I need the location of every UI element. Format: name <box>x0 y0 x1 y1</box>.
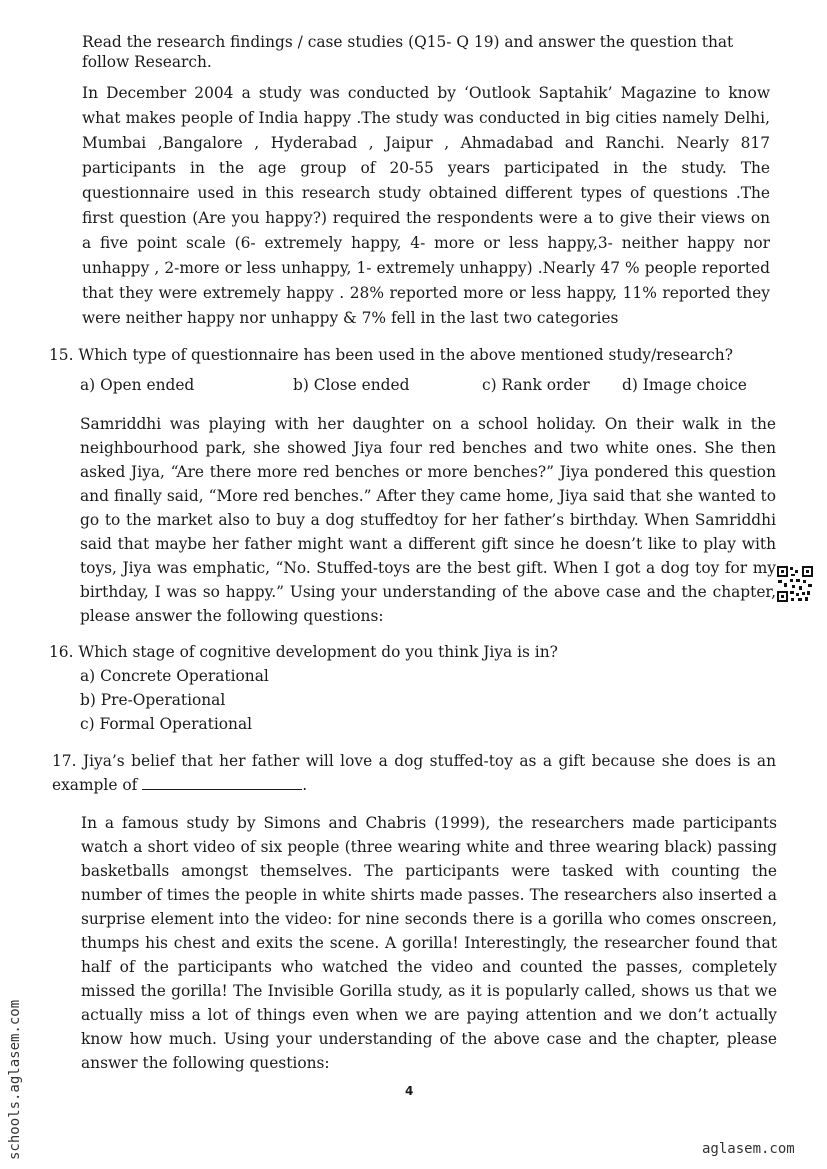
option-c: c) Rank order <box>482 376 590 394</box>
question-17 <box>52 749 776 797</box>
question-15-options <box>80 373 780 397</box>
option-b: b) Pre-Operational <box>80 691 226 709</box>
watermark-side: schools.aglasem.com <box>7 999 23 1160</box>
question-15 <box>49 343 749 367</box>
option-a: a) Open ended <box>80 376 195 394</box>
option-b: b) Close ended <box>293 376 410 394</box>
case-study-jiya: Samriddhi was playing with her daughter on a school holiday. On their walk in the neighbourhood park, she showed Jiya four red benches and two white ones. She then asked Jiya, “Are there more red benches or more benches?” Jiya pondered this question and finally said, “More red benches.” After they came home, Jiya said that she wanted to go to the market also to buy a dog stuffedtoy for her father’s birthday. When Samriddhi said that maybe her father might want a different gift since he doesn’t like to play with toys, Jiya was emphatic, “No. Stuffed-toys are the best gift. When I got a dog toy for my birthday, I was so happy.” Using your understanding of the above case and the chapter, please answer the following questions: <box>80 415 776 625</box>
answer-blank <box>142 775 302 790</box>
option-c: c) Formal Operational <box>80 715 253 733</box>
section-intro: Read the research findings / case studies (Q15- Q 19) and answer the question that follow Research. <box>82 33 734 71</box>
question-15-text: Which type of questionnaire has been used in the above mentioned study/research? <box>78 346 733 364</box>
option-a: a) Concrete Operational <box>80 667 269 685</box>
case-study-gorilla: In a famous study by Simons and Chabris (1999), the researchers made participants watch a short video of six people (three wearing white and three wearing black) passing basketballs amongst themselves. The participants were tasked with counting the number of times the people in white shirts made passes. The researchers also inserted a surprise element into the video: for nine seconds there is a gorilla who comes onscreen, thumps his chest and exits the scene. A gorilla! Interestingly, the researcher found that half of the participants who watched the video and counted the passes, completely missed the gorilla! The Invisible Gorilla study, as it is popularly called, shows us that we actually miss a lot of things even when we are paying attention and we don’t actually know how much. Using your understanding of the above case and the chapter, please answer the following questions: <box>81 814 777 1072</box>
question-17-end: . <box>302 776 308 794</box>
watermark-bottom: aglasem.com <box>702 1141 795 1157</box>
question-17-number: 17. <box>52 752 77 770</box>
qr-code-icon <box>776 565 814 603</box>
option-d: d) Image choice <box>622 376 747 394</box>
question-16-options <box>80 664 269 736</box>
page-number: 4 <box>405 1084 414 1098</box>
question-16-text: Which stage of cognitive development do you think Jiya is in? <box>78 643 558 661</box>
question-16 <box>49 640 749 664</box>
case-study-outlook: In December 2004 a study was conducted by ‘Outlook Saptahik’ Magazine to know what makes people of India happy .The study was conducted in big cities namely Delhi, Mumbai ,Bangalore , Hyderabad , Jaipur , Ahmadabad and Ranchi. Nearly 817 participants in the age group of 20-55 years participated in the study. The questionnaire used in this research study obtained different types of questions .The first question (Are you happy?) required the respondents were a to give their views on a five point scale (6- extremely happy, 4- more or less happy,3- neither happy nor unhappy , 2-more or less unhappy, 1- extremely unhappy) .Nearly 47 % people reported that they were extremely happy . 28% reported more or less happy, 11% reported they were neither happy nor unhappy & 7% fell in the last two categories <box>82 84 770 327</box>
question-17-text: Jiya’s belief that her father will love a dog stuffed-toy as a gift because she does is an example of <box>52 752 776 794</box>
question-15-number: 15. <box>49 346 74 364</box>
question-16-number: 16. <box>49 643 74 661</box>
